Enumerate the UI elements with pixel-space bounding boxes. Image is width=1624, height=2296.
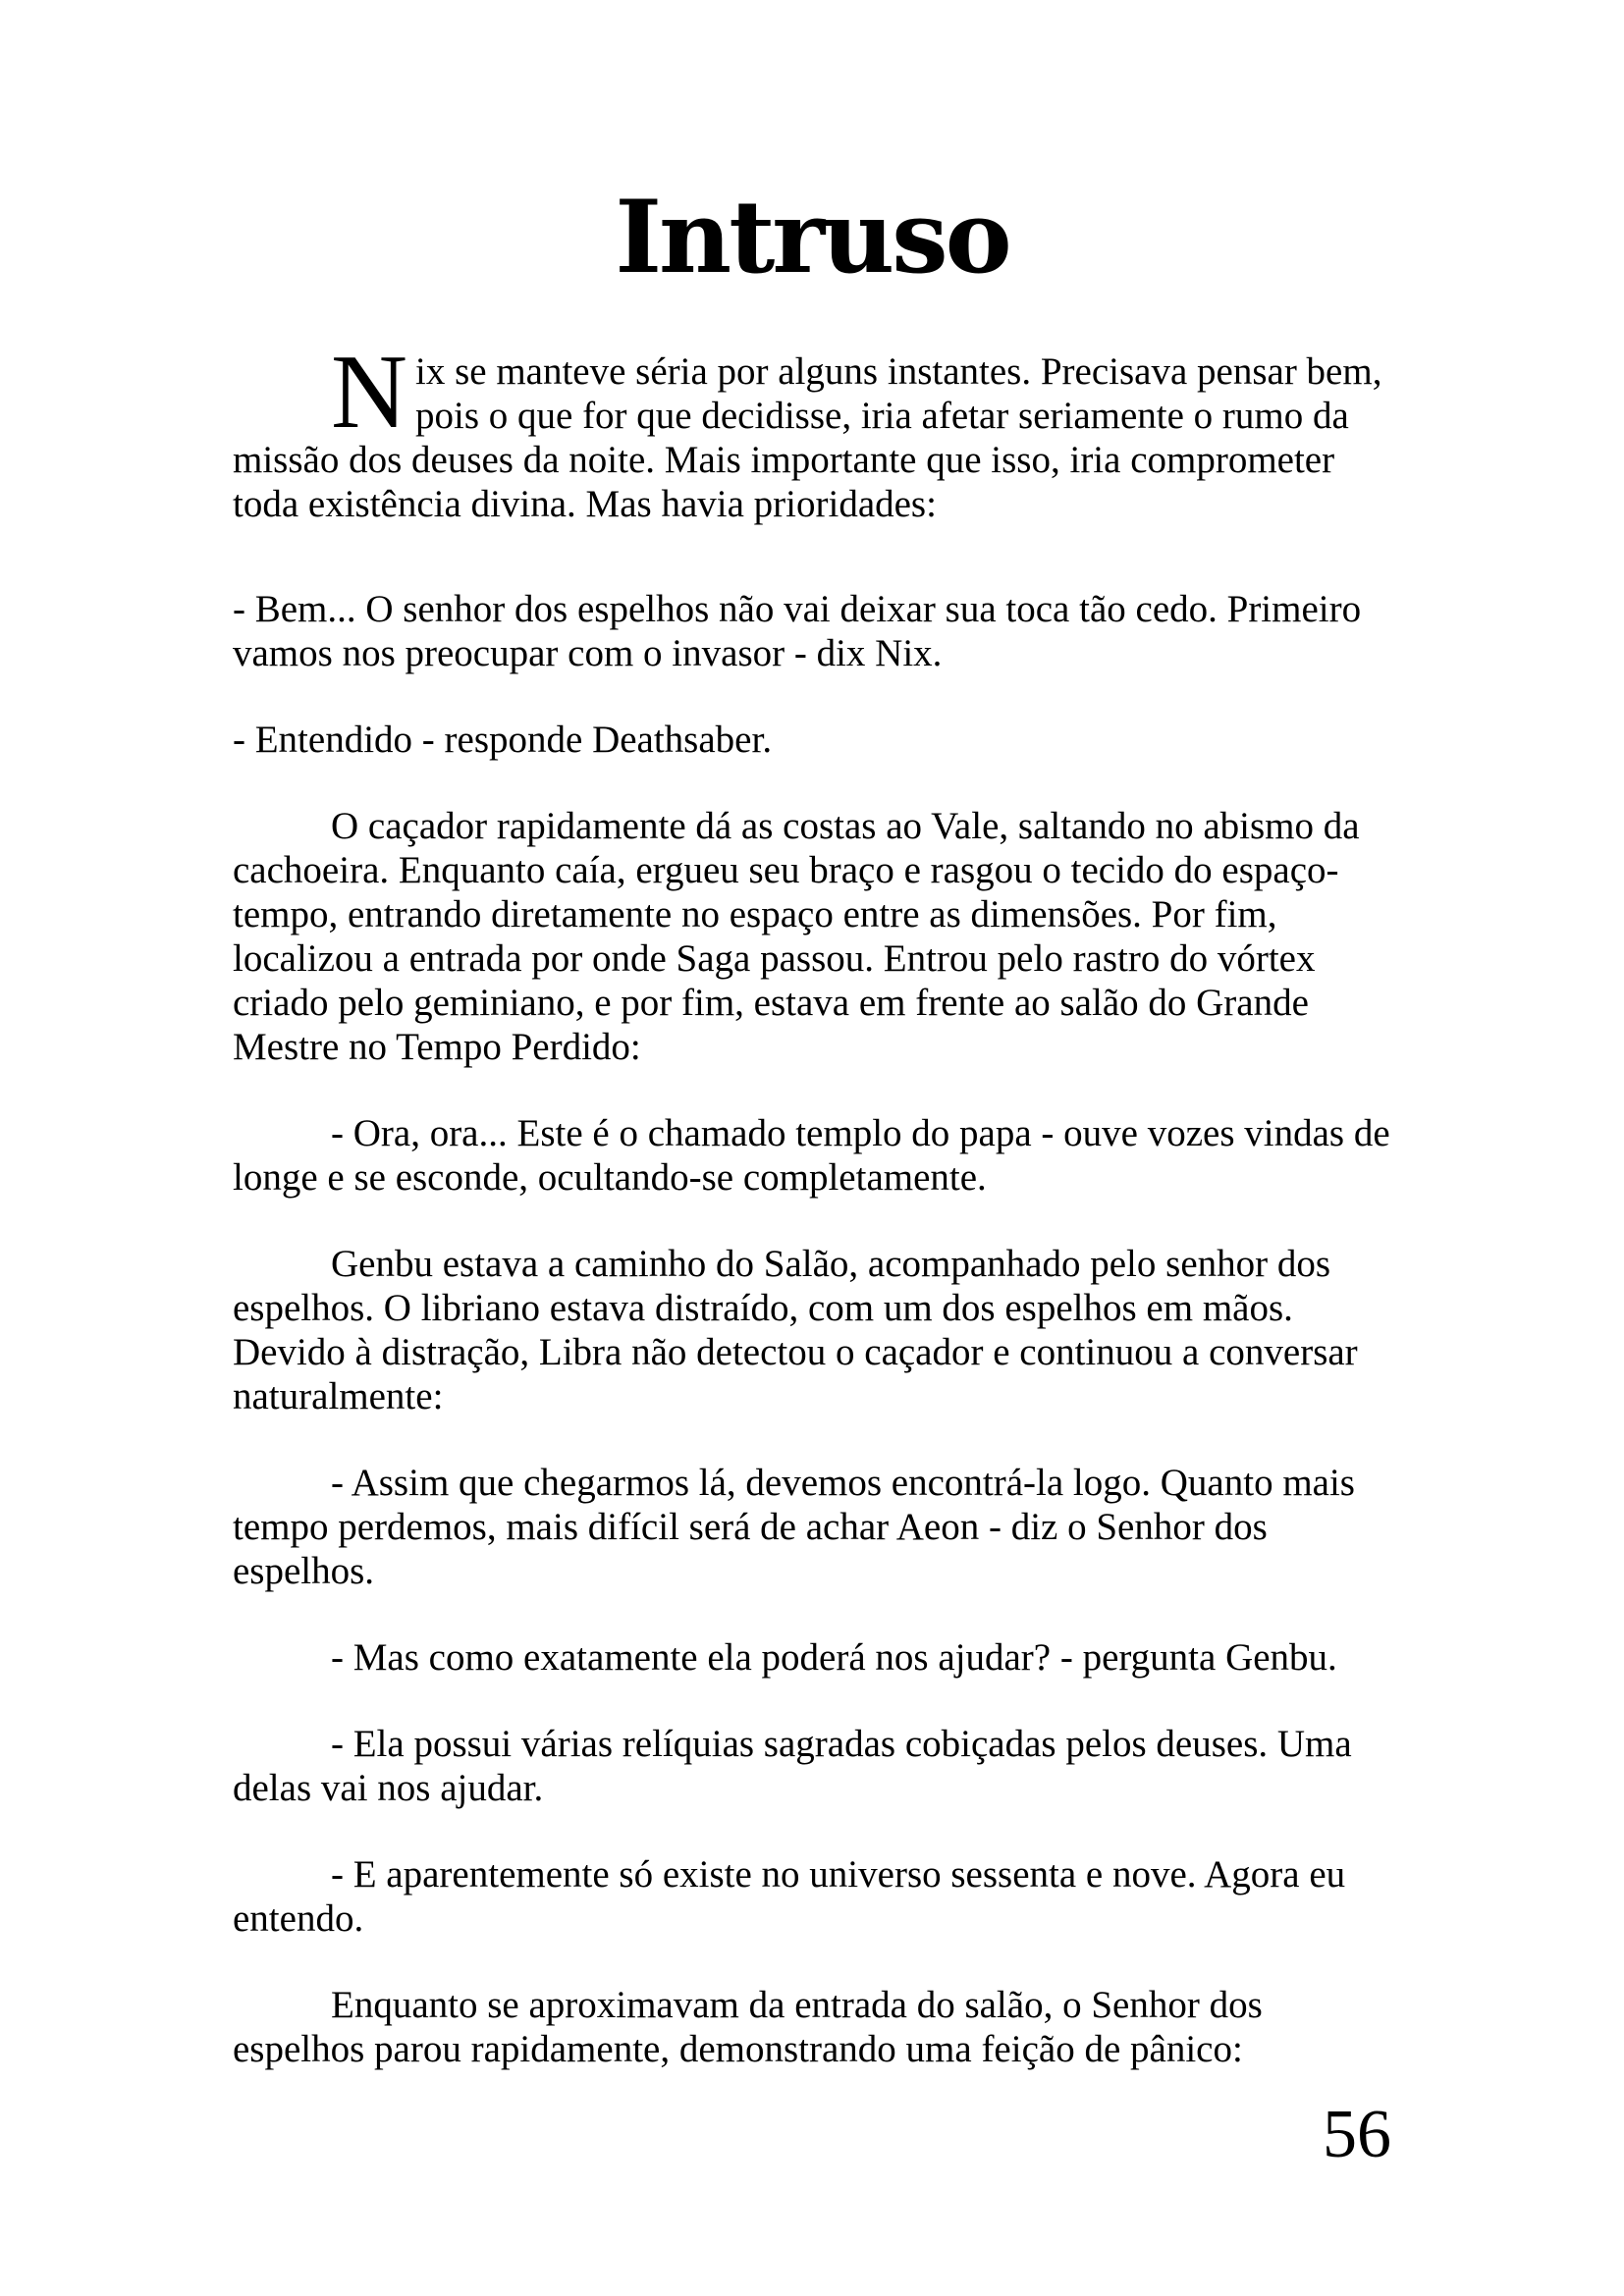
paragraph: - Ora, ora... Este é o chamado templo do papa - ouve vozes vindas de longe e se esconde, ocultando-se completamente. [233, 1112, 1390, 1199]
paragraph: - Ela possui várias relíquias sagradas cobiçadas pelos deuses. Uma delas vai nos ajudar. [233, 1723, 1352, 1809]
chapter-title: Intruso [615, 179, 1009, 296]
paragraph: O caçador rapidamente dá as costas ao Vale, saltando no abismo da cachoeira. Enquanto caía, ergueu seu braço e rasgou o tecido do espaço-tempo, entrando diretamente no espaço entre as dimensões. Por fim, localizou a entrada por onde Saga passou. Entrou pelo rastro do vórtex criado pelo geminiano, e por fim, estava em frente ao salão do Grande Mestre no Tempo Perdido: [233, 805, 1360, 1068]
page-number: 56 [1323, 2097, 1391, 2172]
paragraph: Genbu estava a caminho do Salão, acompanhado pelo senhor dos espelhos. O libriano estava distraído, com um dos espelhos em mãos. Devido à distração, Libra não detectou o caçador e continuou a conversar naturalmente: [233, 1243, 1358, 1417]
paragraph: - Entendido - responde Deathsaber. [233, 719, 773, 761]
chapter-body [0, 334, 1624, 2071]
paragraph: - E aparentemente só existe no universo sessenta e nove. Agora eu entendo. [233, 1853, 1346, 1940]
paragraph: - Bem... O senhor dos espelhos não vai deixar sua toca tão cedo. Primeiro vamos nos preocupar com o invasor - dix Nix. [233, 588, 1362, 674]
paragraph [233, 334, 1391, 526]
paragraph-text: ix se manteve séria por alguns instantes. Precisava pensar bem, pois o que for que decidisse, iria afetar seriamente o rumo da missão dos deuses da noite. Mais importante que isso, iria comprometer toda existência divina. Mas havia prioridades: [233, 350, 1382, 525]
drop-cap: N [331, 334, 407, 451]
paragraph: - Assim que chegarmos lá, devemos encontrá-la logo. Quanto mais tempo perdemos, mais difícil será de achar Aeon - diz o Senhor dos espelhos. [233, 1462, 1355, 1592]
paragraph: Enquanto se aproximavam da entrada do salão, o Senhor dos espelhos parou rapidamente, demonstrando uma feição de pânico: [233, 1984, 1263, 2070]
paragraph: - Mas como exatamente ela poderá nos ajudar? - pergunta Genbu. [331, 1636, 1337, 1679]
